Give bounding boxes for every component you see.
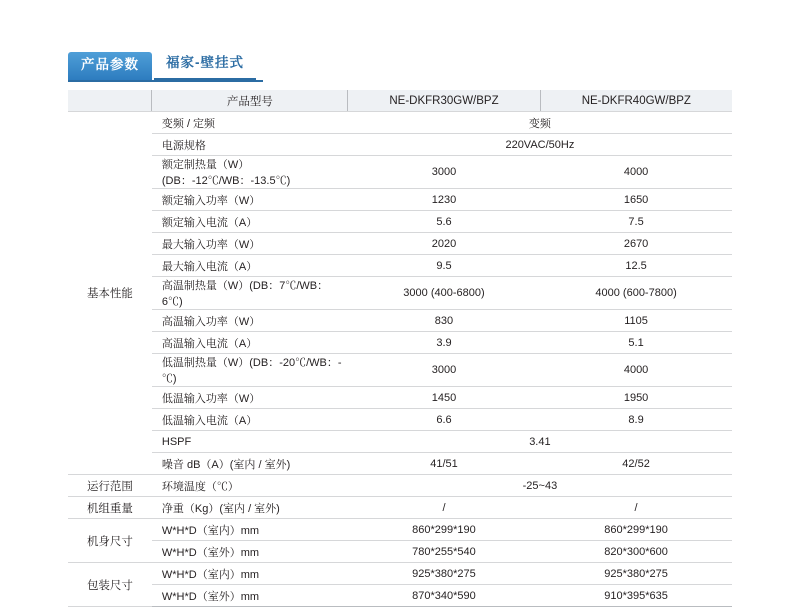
header-underline bbox=[68, 80, 263, 82]
row-label: 额定输入功率（W） bbox=[152, 189, 348, 211]
row-value-model-2: 4000 bbox=[540, 156, 732, 189]
row-value-model-1: 925*380*275 bbox=[348, 563, 540, 585]
row-value-model-2: / bbox=[540, 497, 732, 519]
row-value-model-1: 780*255*540 bbox=[348, 541, 540, 563]
group-label-body-size: 机身尺寸 bbox=[68, 519, 152, 563]
row-value-model-1: 3000 (400-6800) bbox=[348, 277, 540, 310]
table-row bbox=[68, 387, 732, 409]
row-value-model-1: 3000 bbox=[348, 354, 540, 387]
row-label: 最大输入功率（W） bbox=[152, 233, 348, 255]
table-row bbox=[68, 541, 732, 563]
row-value-model-1: 1230 bbox=[348, 189, 540, 211]
row-value-model-2: 860*299*190 bbox=[540, 519, 732, 541]
row-label: W*H*D（室外）mm bbox=[152, 585, 348, 607]
row-value-model-2: 2670 bbox=[540, 233, 732, 255]
row-value-model-2: 8.9 bbox=[540, 409, 732, 431]
row-label: 电源规格 bbox=[152, 134, 348, 156]
row-value-model-1: 3000 bbox=[348, 156, 540, 189]
row-value-model-2: 7.5 bbox=[540, 211, 732, 233]
row-label: 高温输入功率（W） bbox=[152, 310, 348, 332]
group-label-package-size: 包装尺寸 bbox=[68, 563, 152, 607]
specification-table bbox=[68, 90, 732, 607]
table-row bbox=[68, 332, 732, 354]
row-value-model-1: 9.5 bbox=[348, 255, 540, 277]
row-value-model-2: 820*300*600 bbox=[540, 541, 732, 563]
table-row bbox=[68, 134, 732, 156]
tab-product-parameters[interactable]: 产品参数 bbox=[68, 52, 152, 80]
row-value-model-1: 2020 bbox=[348, 233, 540, 255]
table-row bbox=[68, 563, 732, 585]
row-label: 低温制热量（W）(DB：-20℃/WB：-℃) bbox=[152, 354, 348, 387]
section-tabs bbox=[68, 52, 256, 80]
row-value-model-2: 1950 bbox=[540, 387, 732, 409]
row-value-model-2: 925*380*275 bbox=[540, 563, 732, 585]
header-model-label: 产品型号 bbox=[152, 90, 348, 112]
row-label: 低温输入功率（W） bbox=[152, 387, 348, 409]
row-label: 低温输入电流（A） bbox=[152, 409, 348, 431]
table-row bbox=[68, 277, 732, 310]
header-group-cell bbox=[68, 90, 152, 112]
table-row bbox=[68, 453, 732, 475]
row-value-model-1: 6.6 bbox=[348, 409, 540, 431]
row-label: 额定输入电流（A） bbox=[152, 211, 348, 233]
row-value-model-1: / bbox=[348, 497, 540, 519]
table-header-row bbox=[68, 90, 732, 112]
row-value-model-1: 860*299*190 bbox=[348, 519, 540, 541]
row-value-model-2: 5.1 bbox=[540, 332, 732, 354]
table-row bbox=[68, 310, 732, 332]
table-row bbox=[68, 519, 732, 541]
row-value-span: 3.41 bbox=[348, 431, 732, 453]
row-label: 高温输入电流（A） bbox=[152, 332, 348, 354]
table-row bbox=[68, 233, 732, 255]
row-value-model-2: 1105 bbox=[540, 310, 732, 332]
row-value-model-2: 42/52 bbox=[540, 453, 732, 475]
table-row bbox=[68, 497, 732, 519]
row-label: 最大输入电流（A） bbox=[152, 255, 348, 277]
row-value-model-2: 910*395*635 bbox=[540, 585, 732, 607]
table-row bbox=[68, 475, 732, 497]
table-row bbox=[68, 431, 732, 453]
group-label-operating-range: 运行范围 bbox=[68, 475, 152, 497]
table-row bbox=[68, 585, 732, 607]
group-label-unit-weight: 机组重量 bbox=[68, 497, 152, 519]
row-value-model-1: 830 bbox=[348, 310, 540, 332]
row-label: 净重（Kg）(室内 / 室外) bbox=[152, 497, 348, 519]
row-label: 环境温度（℃） bbox=[152, 475, 348, 497]
table-row bbox=[68, 409, 732, 431]
row-value-model-2: 1650 bbox=[540, 189, 732, 211]
row-value-model-1: 5.6 bbox=[348, 211, 540, 233]
row-value-model-1: 41/51 bbox=[348, 453, 540, 475]
row-value-model-1: 1450 bbox=[348, 387, 540, 409]
row-label: 高温制热量（W）(DB：7℃/WB：6℃) bbox=[152, 277, 348, 310]
row-value-model-2: 4000 (600-7800) bbox=[540, 277, 732, 310]
row-value-span: 变频 bbox=[348, 112, 732, 134]
row-label: 额定制热量（W）(DB：-12℃/WB：-13.5℃) bbox=[152, 156, 348, 189]
row-label: HSPF bbox=[152, 431, 348, 453]
row-value-span: -25~43 bbox=[348, 475, 732, 497]
row-value-span: 220VAC/50Hz bbox=[348, 134, 732, 156]
group-label-basic: 基本性能 bbox=[68, 112, 152, 475]
table-row bbox=[68, 211, 732, 233]
tab-fujia-wall-mounted[interactable]: 福家-壁挂式 bbox=[154, 50, 256, 80]
row-value-model-2: 4000 bbox=[540, 354, 732, 387]
row-value-model-2: 12.5 bbox=[540, 255, 732, 277]
table-row bbox=[68, 354, 732, 387]
header-model-1: NE-DKFR30GW/BPZ bbox=[348, 90, 540, 112]
row-value-model-1: 870*340*590 bbox=[348, 585, 540, 607]
row-label: W*H*D（室外）mm bbox=[152, 541, 348, 563]
table-row bbox=[68, 112, 732, 134]
header-model-2: NE-DKFR40GW/BPZ bbox=[540, 90, 732, 112]
row-label: W*H*D（室内）mm bbox=[152, 519, 348, 541]
table-row bbox=[68, 255, 732, 277]
table-row bbox=[68, 189, 732, 211]
row-label: 噪音 dB（A）(室内 / 室外) bbox=[152, 453, 348, 475]
row-label: W*H*D（室内）mm bbox=[152, 563, 348, 585]
row-value-model-1: 3.9 bbox=[348, 332, 540, 354]
row-label: 变频 / 定频 bbox=[152, 112, 348, 134]
table-row bbox=[68, 156, 732, 189]
